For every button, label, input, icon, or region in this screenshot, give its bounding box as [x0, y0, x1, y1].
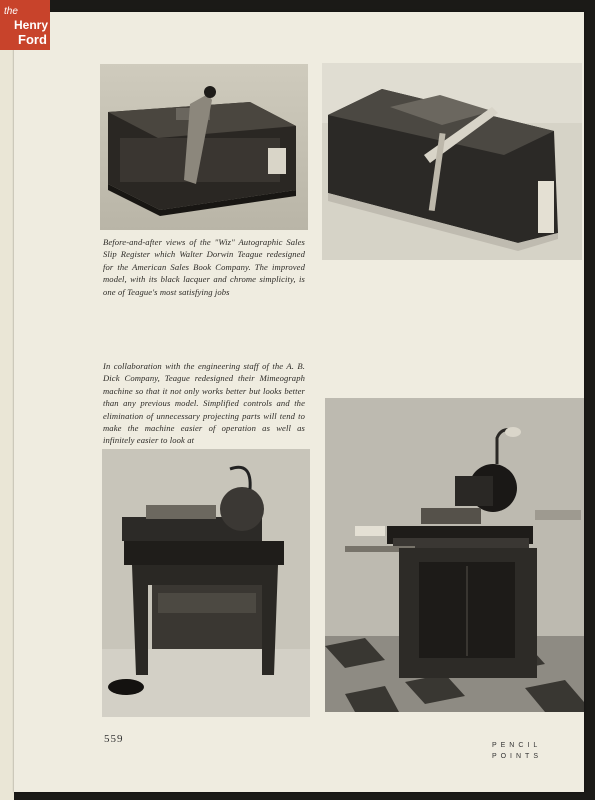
caption-mimeograph: In collaboration with the engineering staff of the A. B. Dick Company, Teague redesigned their Mimeograph machine so that it not only works better but looks better than any previous model. Simplified controls and the elimination of unnecessary projecting parts will tend to make the machine easier of operation as well as infinitely easier to look at	[103, 361, 305, 446]
scan-edge	[0, 0, 14, 800]
caption-sales-register: Before-and-after views of the "Wiz" Autographic Sales Slip Register which Walter Dorwin Teague redesigned for the American Sales Book Company. The improved model, with its black lacquer and chrome simplicity, is one of Teague's most satisfying jobs	[103, 237, 305, 297]
henry-ford-logo	[0, 0, 50, 50]
photo-new-mimeograph	[325, 398, 584, 712]
page-number: 559	[104, 733, 124, 745]
photo-old-mimeograph	[102, 449, 310, 717]
photo-new-sales-register	[322, 63, 582, 260]
logo-ford: Ford	[18, 32, 47, 47]
photo-old-sales-register	[100, 64, 308, 230]
masthead-line-2: POINTS	[491, 753, 542, 760]
logo-henry: Henry	[14, 18, 49, 32]
masthead-line-1: PENCIL	[491, 742, 542, 749]
masthead	[492, 740, 542, 762]
logo-the: the	[4, 6, 18, 17]
magazine-page	[14, 12, 584, 792]
